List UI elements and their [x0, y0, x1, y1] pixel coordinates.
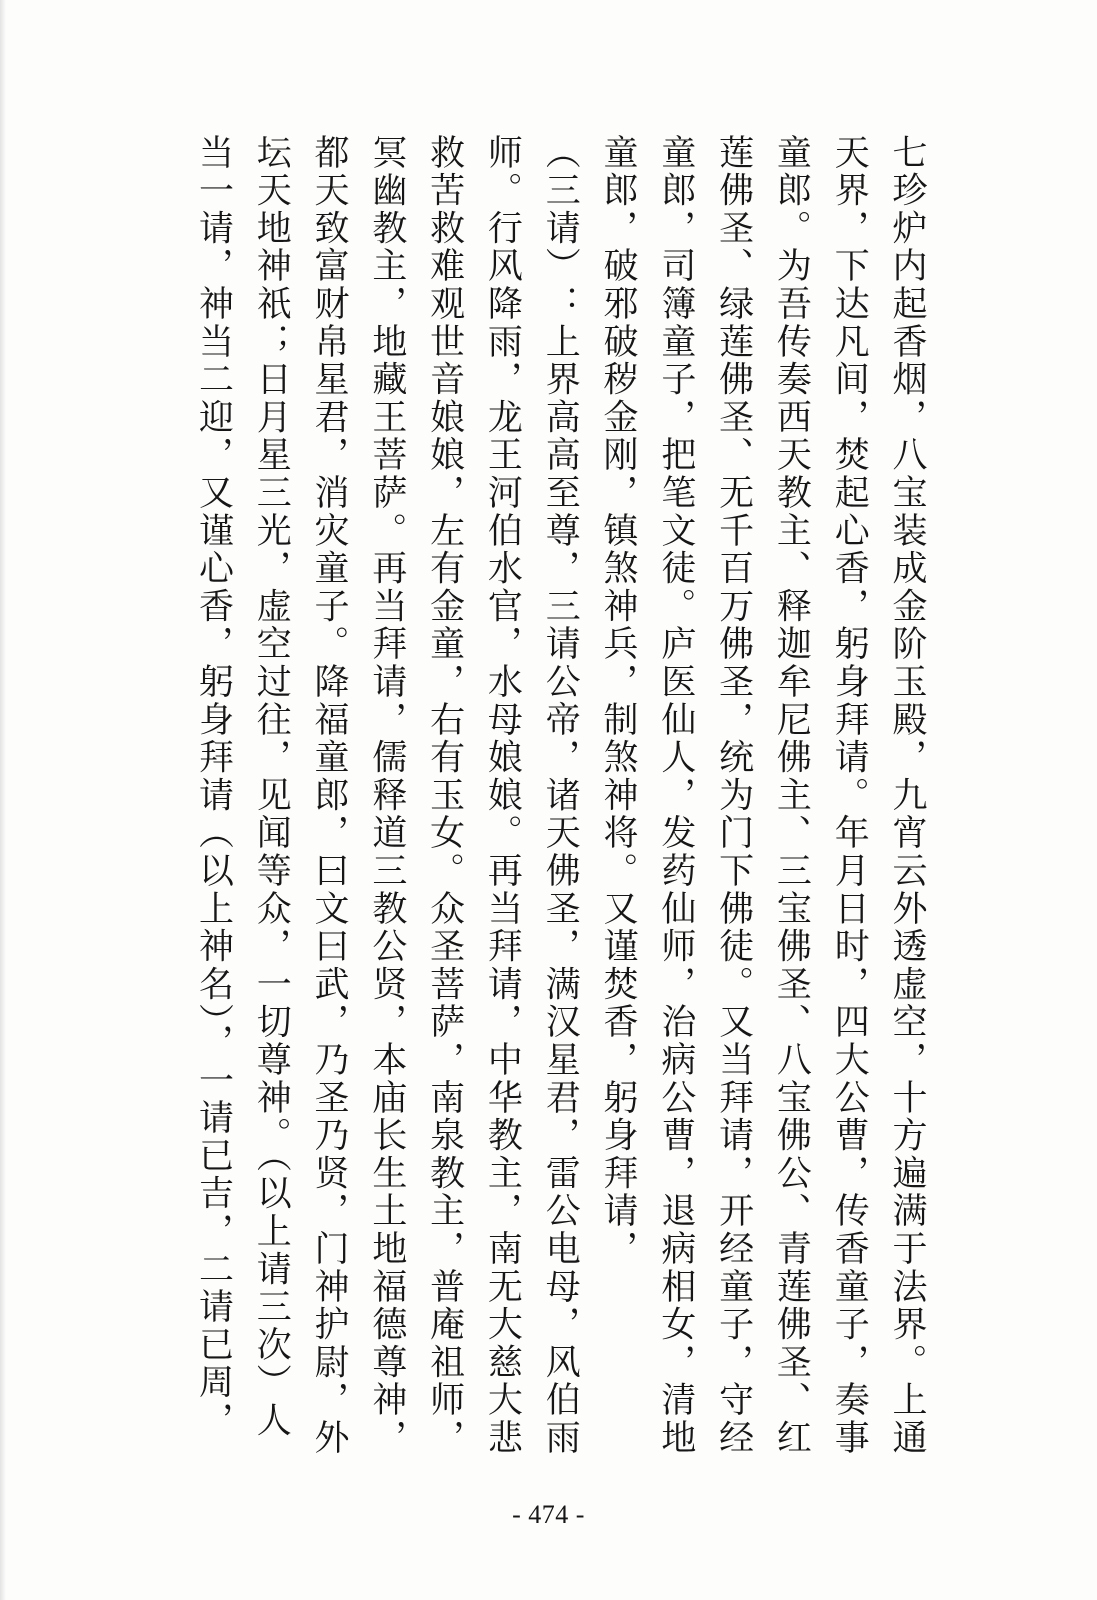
page-edge-shadow [0, 0, 6, 1600]
paragraph-invocation: 七珍炉内起香烟，八宝装成金阶玉殿，九宵云外透虚空，十方遍满于法界。上通天界，下达凡间，焚起心香，躬身拜请。年月日时，四大公曹，传香童子，奏事童郎。为吾传奏西天教主、释迦牟尼佛主、三宝佛圣、八宝佛公、青莲佛圣、红莲佛圣、绿莲佛圣、无千百万佛圣，统为门下佛徒。又当拜请，开经童子，守经童郎，司簿童子，把笔文徒。庐医仙人，发药仙师，治病公曹，退病相女，清地童郎，破邪破秽金刚，镇煞神兵，制煞神将。又谨焚香，躬身拜请， [598, 134, 927, 1457]
vertical-text-body [190, 134, 935, 1458]
page-number: - 474 - [512, 1500, 585, 1529]
paragraph-three-invitations: （三请）：上界高高至尊，三请公帝，诸天佛圣，满汉星君，雷公电母，风伯雨师。行风降雨，龙王河伯水官，水母娘娘。再当拜请，中华教主，南无大慈大悲救苦救难观世音娘娘，左有金童，右有玉女。众圣菩萨，南泉教主，普庵祖师，冥幽教主，地藏王菩萨。再当拜请，儒释道三教公贤，本庙长生土地福德尊神，都天致富财帛星君，消灾童子。降福童郎，曰文曰武，乃圣乃贤，门神护尉，外坛天地神祇；日月星三光，虚空过往，见闻等众，一切尊神。（以上请三次）人当一请，神当二迎，又谨心香，躬身拜请（以上神名），一请已吉，二请已周， [193, 134, 581, 1457]
